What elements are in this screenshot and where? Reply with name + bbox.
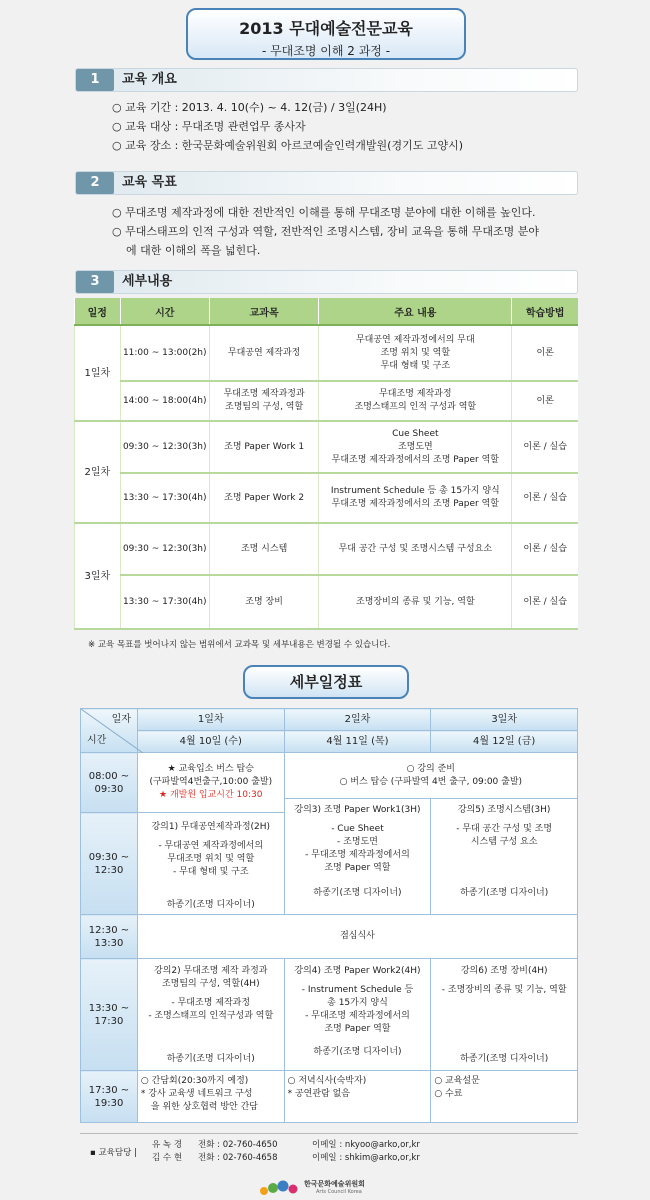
- subject-cell: 무대조명 제작과정과 조명팀의 구성, 역할: [209, 381, 319, 421]
- col-header: 학습방법: [512, 298, 578, 325]
- contact-phones: [198, 1139, 278, 1165]
- content-cell: Cue Sheet 조명도면 무대조명 제작과정에서의 조명 Paper 역할: [319, 421, 512, 473]
- date-header: 4월 12일 (금): [431, 731, 578, 753]
- section-number: 3: [76, 271, 114, 293]
- day-cell: 3일차: [75, 523, 121, 629]
- method-cell: 이론 / 실습: [512, 421, 578, 473]
- logo-text: 한국문화예술위원회: [304, 1180, 365, 1188]
- document-title: [186, 8, 466, 60]
- subject-cell: 조명 Paper Work 1: [209, 421, 319, 473]
- d2-am-cell: 강의3) 조명 Paper Work1(3H) - Cue Sheet - 조명도면 - 무대조명 제작과정에서의 조명 Paper 역할 하종기(조명 디자이너): [284, 799, 431, 915]
- col-header: 교과목: [209, 298, 319, 325]
- col-header: 주요 내용: [319, 298, 512, 325]
- lunch-cell: 점심식사: [137, 915, 577, 959]
- arrival-time-note: ★ 개발원 입교시간 10:30: [159, 790, 263, 800]
- d3-evening-cell: ○ 교육설문 ○ 수료: [431, 1071, 578, 1123]
- table-row: [75, 325, 579, 381]
- goal-item: 에 대한 이해의 폭을 넓힌다.: [126, 244, 261, 257]
- contact-email[interactable]: 이메일 : nkyoo@arko,or,kr: [312, 1140, 420, 1150]
- subject-cell: 조명 시스템: [209, 523, 319, 575]
- d1-morning-cell: ★ 교육입소 버스 탑승 (구파발역4번출구,10:00 출발) ★ 개발원 입교시간 10:30: [137, 753, 284, 813]
- time-cell: 08:00 ~ 09:30: [81, 753, 138, 813]
- time-cell: 13:30 ~ 17:30: [81, 959, 138, 1071]
- contact-names: [152, 1139, 182, 1165]
- day-cell: 2일차: [75, 421, 121, 523]
- section-title: 세부내용: [122, 274, 173, 289]
- subject-cell: 무대공연 제작과정: [209, 325, 319, 381]
- method-cell: 이론 / 실습: [512, 523, 578, 575]
- time-cell: 09:30 ~ 12:30(3h): [120, 523, 209, 575]
- contact-name: 유 녹 경: [152, 1140, 183, 1150]
- day-cell: 1일차: [75, 325, 121, 421]
- overview-item: ○ 교육 대상 : 무대조명 관련업무 종사자: [112, 120, 306, 133]
- corner-cell: [81, 709, 138, 753]
- d1-evening-cell: ○ 간담회(20:30까지 예정) * 강사 교육생 네트워크 구성 을 위한 상호협력 방안 간담: [137, 1071, 284, 1123]
- logo-subtext: Arts Council Korea: [316, 1189, 362, 1195]
- goal-item: ○ 무대스태프의 인적 구성과 역할, 전반적인 조명시스템, 장비 교육을 통해 무대조명 분야: [112, 225, 539, 238]
- subject-cell: 조명 Paper Work 2: [209, 473, 319, 523]
- table-row: [75, 421, 579, 473]
- contact-phone: 전화 : 02-760-4650: [198, 1140, 278, 1150]
- contact-email[interactable]: 이메일 : shkim@arko,or,kr: [312, 1153, 420, 1163]
- content-cell: 무대조명 제작과정 조명스태프의 인적 구성과 역할: [319, 381, 512, 421]
- section-header-goals: [75, 171, 578, 195]
- day-header: 2일차: [284, 709, 431, 731]
- time-cell: 13:30 ~ 17:30(4h): [120, 473, 209, 523]
- table-row: [75, 473, 579, 523]
- method-cell: 이론 / 실습: [512, 575, 578, 629]
- overview-item: ○ 교육 장소 : 한국문화예술위원회 아르코예술인력개발원(경기도 고양시): [112, 139, 464, 152]
- date-header: 4월 10일 (수): [137, 731, 284, 753]
- day-header: 1일차: [137, 709, 284, 731]
- contact-emails: [312, 1139, 420, 1165]
- change-note: ※ 교육 목표를 벗어나지 않는 범위에서 교과목 및 세부내용은 변경될 수 있습니다.: [88, 640, 391, 650]
- d2-pm-cell: 강의4) 조명 Paper Work2(4H) - Instrument Schedule 등 총 15가지 양식 - 무대조명 제작과정에서의 조명 Paper 역할 하종기(조명 디자이너): [284, 959, 431, 1071]
- content-cell: 무대공연 제작과정에서의 무대 조명 위치 및 역할 무대 형태 및 구조: [319, 325, 512, 381]
- section-header-details: [75, 270, 578, 294]
- d3-am-cell: 강의5) 조명시스템(3H) - 무대 공간 구성 및 조명 시스템 구성 요소 하종기(조명 디자이너): [431, 799, 578, 915]
- contact-label: ▪ 교육담당 |: [90, 1148, 137, 1158]
- col-header: 일정: [75, 298, 121, 325]
- time-cell: 11:00 ~ 13:00(2h): [120, 325, 209, 381]
- detail-table: [74, 298, 578, 630]
- section-title: 교육 개요: [122, 72, 177, 87]
- time-cell: 14:00 ~ 18:00(4h): [120, 381, 209, 421]
- time-cell: 13:30 ~ 17:30(4h): [120, 575, 209, 629]
- d3-pm-cell: 강의6) 조명 장비(4H) - 조명장비의 종류 및 기능, 역할 하종기(조명 디자이너): [431, 959, 578, 1071]
- corner-day-label: 일자: [111, 714, 131, 725]
- logo-dots-icon: [258, 1178, 300, 1198]
- title-main: 2013 무대예술전문교육: [239, 19, 413, 38]
- d1-am-cell: 강의1) 무대공연제작과정(2H) - 무대공연 제작과정에서의 무대조명 위치 및 역할 - 무대 형태 및 구조 하종기(조명 디자이너): [137, 813, 284, 915]
- section-title: 교육 목표: [122, 175, 177, 190]
- d2-evening-cell: ○ 저녁식사(숙박자) * 공연관람 없음: [284, 1071, 431, 1123]
- method-cell: 이론: [512, 325, 578, 381]
- d23-morning-cell: ○ 강의 준비 ○ 버스 탑승 (구파발역 4번 출구, 09:00 출발): [284, 753, 577, 799]
- col-header: 시간: [120, 298, 209, 325]
- content-cell: 조명장비의 종류 및 기능, 역할: [319, 575, 512, 629]
- contact-phone: 전화 : 02-760-4658: [198, 1153, 278, 1163]
- overview-item: ○ 교육 기간 : 2013. 4. 10(수) ~ 4. 12(금) / 3일(24H): [112, 101, 387, 114]
- method-cell: 이론 / 실습: [512, 473, 578, 523]
- goals-list: [112, 203, 539, 260]
- table-row: [75, 575, 579, 629]
- arko-logo: [258, 1178, 408, 1198]
- corner-time-label: 시간: [87, 735, 107, 746]
- time-cell: 09:30 ~ 12:30: [81, 813, 138, 915]
- day-header: 3일차: [431, 709, 578, 731]
- schedule-table: [80, 708, 578, 1123]
- section-header-overview: [75, 68, 578, 92]
- schedule-title: 세부일정표: [243, 665, 409, 699]
- content-cell: Instrument Schedule 등 총 15가지 양식 무대조명 제작과정에서의 조명 Paper 역할: [319, 473, 512, 523]
- time-cell: 17:30 ~ 19:30: [81, 1071, 138, 1123]
- section-number: 2: [76, 172, 114, 194]
- subject-cell: 조명 장비: [209, 575, 319, 629]
- method-cell: 이론: [512, 381, 578, 421]
- contact-name: 김 수 현: [152, 1153, 183, 1163]
- time-cell: 09:30 ~ 12:30(3h): [120, 421, 209, 473]
- d1-pm-cell: 강의2) 무대조명 제작 과정과 조명팀의 구성, 역할(4H) - 무대조명 제작과정 - 조명스태프의 인적구성과 역할 하종기(조명 디자이너): [137, 959, 284, 1071]
- section-number: 1: [76, 69, 114, 91]
- table-row: [75, 381, 579, 421]
- content-cell: 무대 공간 구성 및 조명시스템 구성요소: [319, 523, 512, 575]
- overview-list: [112, 98, 463, 155]
- time-cell: 12:30 ~ 13:30: [81, 915, 138, 959]
- table-row: [75, 523, 579, 575]
- title-sub: - 무대조명 이해 2 과정 -: [261, 44, 391, 58]
- goal-item: ○ 무대조명 제작과정에 대한 전반적인 이해를 통해 무대조명 분야에 대한 이해를 높인다.: [112, 206, 536, 219]
- date-header: 4월 11일 (목): [284, 731, 431, 753]
- contact-footer: [80, 1133, 578, 1176]
